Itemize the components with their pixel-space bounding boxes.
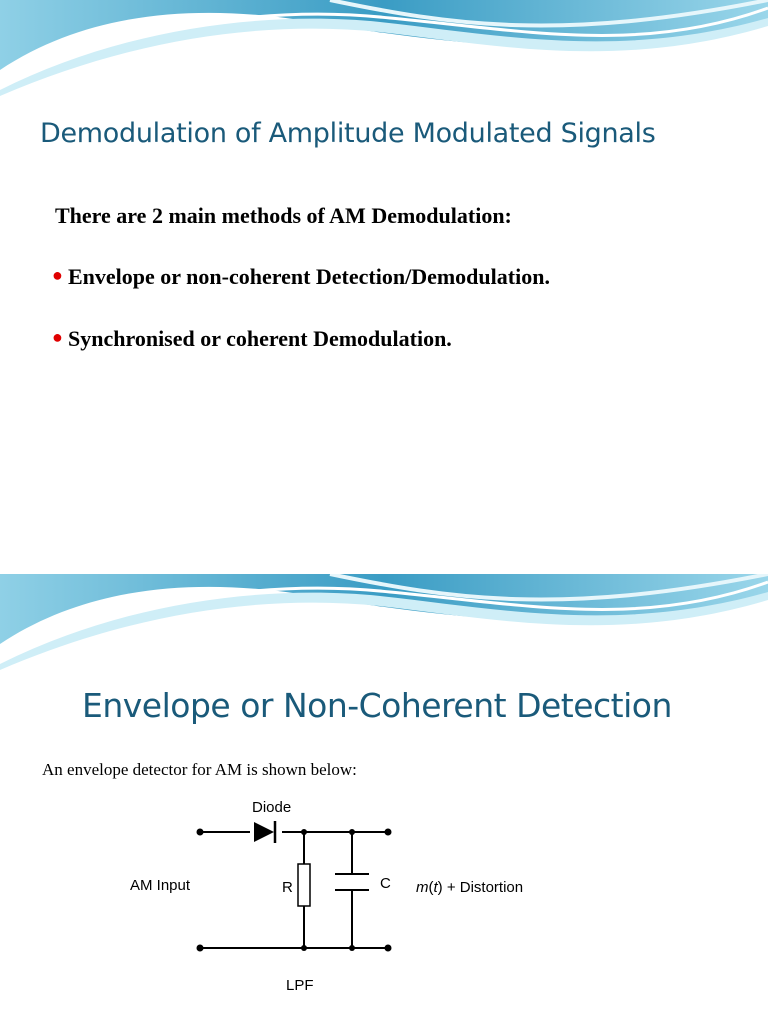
slide-title: Envelope or Non-Coherent Detection (82, 686, 672, 725)
slide-title: Demodulation of Amplitude Modulated Signals (40, 118, 656, 149)
intro-text: There are 2 main methods of AM Demodulation: (55, 203, 512, 228)
slide-gap (0, 512, 768, 574)
diode-label: Diode (252, 799, 292, 816)
output-label: m(t) + Distortion (416, 879, 524, 896)
list-item (52, 326, 550, 388)
caption-text: An envelope detector for AM is shown below: (42, 760, 357, 779)
bullet-dot-icon: ● (52, 327, 63, 347)
resistor-label: R (282, 879, 293, 896)
output-terminal-bottom (385, 945, 392, 952)
slide-2 (0, 574, 768, 1024)
diode-symbol-icon (250, 821, 282, 843)
bullet-dot-icon: ● (52, 265, 63, 285)
capacitor-label: C (380, 875, 391, 892)
capacitor-symbol-icon (335, 832, 369, 948)
bullet-text: Envelope or non-coherent Detection/Demodulation. (68, 264, 550, 289)
input-terminal-bottom (197, 945, 204, 952)
wave-banner-icon (0, 0, 768, 100)
resistor-symbol-icon (298, 832, 310, 948)
wave-banner-icon (0, 574, 768, 674)
bullet-text: Synchronised or coherent Demodulation. (68, 326, 452, 351)
input-label: AM Input (130, 877, 191, 894)
list-item (52, 264, 550, 326)
output-terminal-top (385, 829, 392, 836)
bullet-list (52, 264, 550, 388)
filter-label: LPF (286, 977, 314, 994)
envelope-detector-circuit (118, 792, 550, 1014)
input-terminal-top (197, 829, 204, 836)
